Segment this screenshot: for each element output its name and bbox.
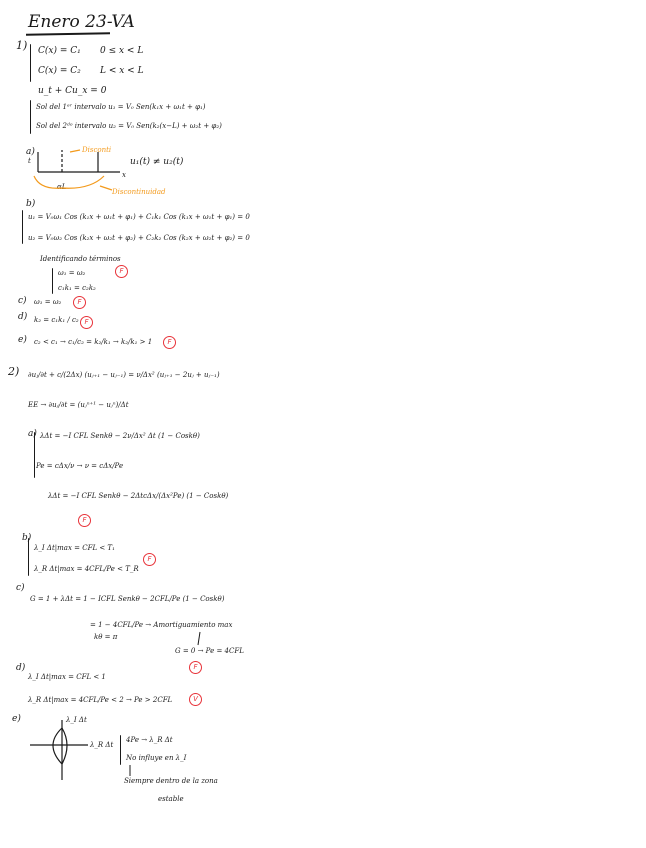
s1-part-e-label: e) — [18, 335, 27, 345]
real-bound: λ_R Δt|max = 4CFL/Pe < T_R — [34, 565, 139, 573]
explicit-euler: EE → ∂uⱼ/∂t = (uⱼⁿ⁺¹ − uⱼⁿ)/Δt — [28, 401, 129, 409]
identifying-terms: Identificando términos — [40, 255, 121, 263]
s2-part-c-label: c) — [16, 583, 25, 593]
conclusion-1: 4Pe → λ_R Δt — [126, 736, 173, 744]
u1-neq-u2: u₁(t) ≠ u₂(t) — [130, 157, 184, 167]
real-axis-label: λ_R Δt — [90, 741, 114, 749]
false-mark-e: F — [163, 336, 176, 349]
false-mark-2c: F — [189, 661, 202, 674]
arrows — [130, 632, 200, 776]
page-title: Enero 23-VA — [28, 12, 135, 32]
peclet-definition: Pe = cΔx/ν → ν = cΔx/Pe — [36, 462, 124, 470]
false-mark-d: F — [80, 316, 93, 329]
discrete-equation: ∂uⱼ/∂t + c/(2Δx) (uⱼ₊₁ − uⱼ₋₁) = ν/Δx² (uⱼ₊₁ − 2uⱼ + uⱼ₋₁) — [28, 371, 220, 379]
imag-axis-label: λ_I Δt — [66, 716, 87, 724]
false-mark-2a: F — [78, 514, 91, 527]
section2-number: 2) — [8, 365, 20, 378]
arrow-max-damping — [198, 632, 200, 645]
derivative-eq-2: u₂ = V₀ω₂ Cos (k₂x + ω₂t + φ₂) + C₂k₂ Cos (k₂x + ω₂t + φ₂) = 0 — [28, 234, 250, 242]
s1-part-b-label: b) — [26, 199, 36, 209]
false-mark-b: F — [115, 265, 128, 278]
stability-sketch — [30, 720, 88, 780]
s1-part-c-label: c) — [18, 296, 27, 306]
max-damping: = 1 − 4CFL/Pe → Amortiguamiento max — [90, 621, 233, 629]
false-mark-c: F — [73, 296, 86, 309]
zero-gain-condition: G = 0 → Pe = 4CFL — [175, 647, 244, 655]
imag-bound-cfl: λ_I Δt|max = CFL < 1 — [28, 673, 106, 681]
solution-interval-1: Sol del 1ᵉʳ intervalo u₁ = V₀ Sen(k₁x + ω₁t + φ₁) — [36, 103, 206, 111]
s1-part-d-label: d) — [18, 312, 28, 322]
domain-sketch — [34, 150, 120, 190]
k-theta-pi: kθ = π — [94, 633, 118, 641]
omega-equality: ω₁ = ω₂ — [58, 269, 86, 277]
t-axis-label: t — [28, 157, 31, 165]
stability-contour — [53, 728, 67, 764]
c1-range: 0 ≤ x < L — [100, 46, 144, 56]
orange-arc — [34, 176, 104, 188]
discontinuity-label: Discontinuidad — [112, 188, 166, 196]
advection-equation: u_t + Cu_x = 0 — [38, 86, 107, 96]
discontinuity-short-label: Disconti — [82, 146, 112, 154]
s2-part-d-label: d) — [16, 663, 26, 673]
true-mark-2d: V — [189, 693, 202, 706]
c2-definition: C(x) = C₂ — [38, 66, 81, 76]
s2-part-e-label: e) — [12, 714, 21, 724]
s1-part-d-text: k₂ = c₁k₁ / c₂ — [34, 316, 79, 324]
s1-part-a-label: a) — [26, 147, 35, 157]
eigenvalue-expression-peclet: λΔt = −I CFL Senkθ − 2ΔtcΔx/(Δx²Pe) (1 − Coskθ) — [48, 492, 229, 500]
s1-part-e-text: c₂ < c₁ → c₁/c₂ = k₂/k₁ → k₂/k₁ > 1 — [34, 338, 153, 346]
imag-bound: λ_I Δt|max = CFL < T₁ — [34, 544, 115, 552]
false-mark-2b: F — [143, 553, 156, 566]
x-axis-label: x — [122, 171, 126, 179]
orange-pointer — [70, 150, 80, 152]
real-bound-peclet: λ_R Δt|max = 4CFL/Pe < 2 → Pe > 2CFL — [28, 696, 173, 704]
c1-definition: C(x) = C₁ — [38, 46, 81, 56]
conclusion-4: estable — [158, 795, 184, 803]
derivative-eq-1: u₁ = V₀ω₁ Cos (k₁x + ω₁t + φ₁) + C₁k₁ Cos (k₁x + ω₁t + φ₁) = 0 — [28, 213, 250, 221]
c2-range: L < x < L — [100, 66, 144, 76]
solution-interval-2: Sol del 2ᵈᵒ intervalo u₂ = V₀ Sen(k₂(x−L) + ω₂t + φ₂) — [36, 122, 222, 130]
eigenvalue-expression: λΔt = −I CFL Senkθ − 2ν/Δx² Δt (1 − Coskθ) — [40, 432, 200, 440]
ck-equality: c₁k₁ = c₂k₂ — [58, 284, 96, 292]
amplification-factor: G = 1 + λΔt = 1 − ICFL Senkθ − 2CFL/Pe (1 − Coskθ) — [30, 595, 225, 603]
s1-part-c-text: ω₁ = ω₂ — [34, 298, 62, 306]
conclusion-2: No influye en λ_I — [126, 754, 187, 762]
conclusion-3: Siempre dentro de la zona — [124, 777, 218, 785]
section1-number: 1) — [16, 39, 28, 52]
s2-part-a-label: a) — [28, 429, 37, 439]
orange-pointer-2 — [100, 186, 112, 190]
alpha-l-label: αL — [57, 183, 67, 191]
s2-part-b-label: b) — [22, 533, 32, 543]
